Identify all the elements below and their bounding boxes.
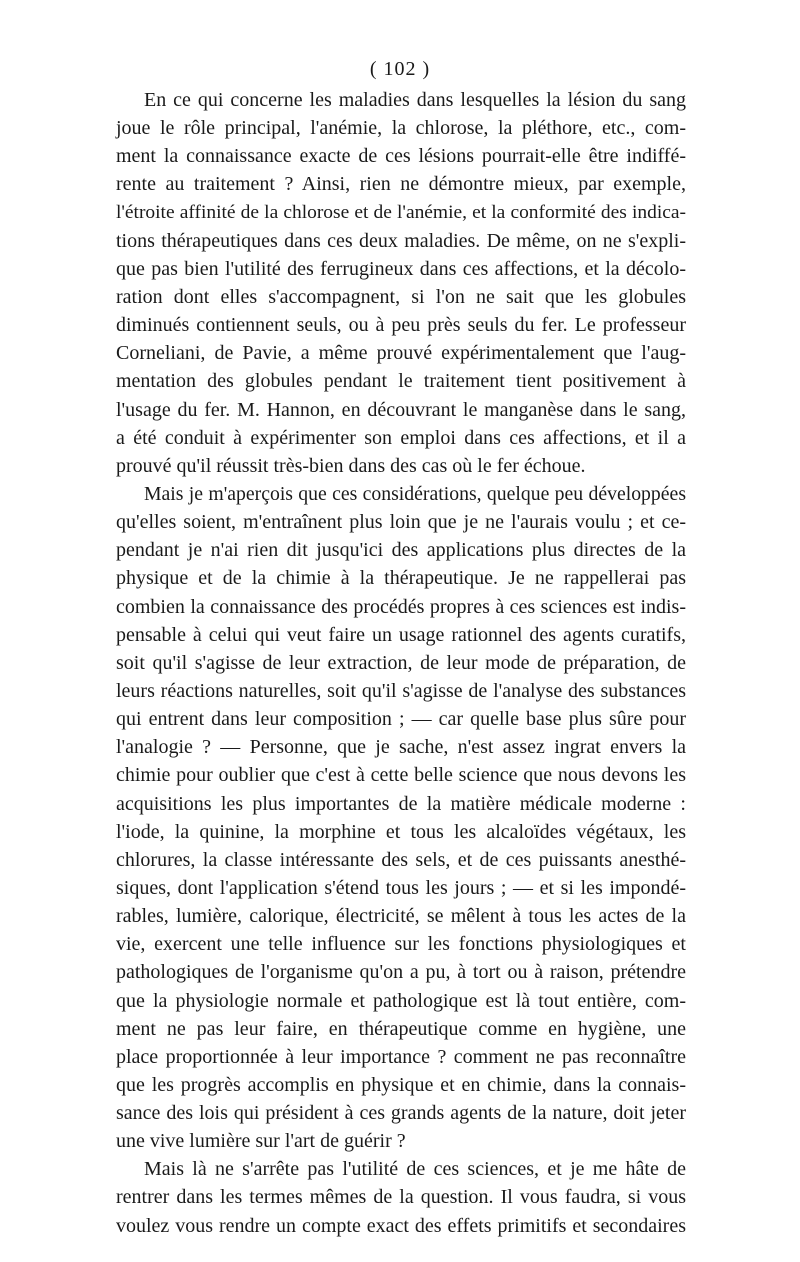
- text-line: ration dont elles s'accompagnent, si l'on ne sait que les globules: [116, 285, 686, 308]
- text-line: voulez vous rendre un compte exact des effets primitifs et secondaires: [116, 1214, 686, 1237]
- text-line: soit qu'il s'agisse de leur extraction, de leur mode de préparation, de: [116, 651, 686, 674]
- text-line: combien la connaissance des procédés propres à ces sciences est indis-: [116, 595, 686, 618]
- text-line: joue le rôle principal, l'anémie, la chlorose, la pléthore, etc., com-: [116, 117, 686, 140]
- page-number: ( 102 ): [369, 58, 431, 80]
- text-line: acquisitions les plus importantes de la matière médicale moderne :: [116, 792, 686, 815]
- text-line: qu'elles soient, m'entraînent plus loin que je ne l'aurais voulu ; et ce-: [116, 511, 686, 534]
- text-line: rables, lumière, calorique, électricité, se mêlent à tous les actes de la: [116, 905, 686, 928]
- text-line: que les progrès accomplis en physique et en chimie, dans la connais-: [116, 1073, 686, 1096]
- text-line: ment la connaissance exacte de ces lésions pourrait-elle être indiffé-: [116, 145, 686, 168]
- text-line: mentation des globules pendant le traitement tient positivement à: [116, 370, 686, 393]
- text-line: Mais là ne s'arrête pas l'utilité de ces sciences, et je me hâte de: [144, 1158, 686, 1181]
- text-line: que la physiologie normale et pathologique est là tout entière, com-: [116, 989, 686, 1012]
- paragraph-3: [116, 1155, 686, 1239]
- paragraph-2: [116, 480, 686, 1155]
- text-line: tions thérapeutiques dans ces deux maladies. De même, on ne s'expli-: [116, 229, 686, 252]
- text-line: qui entrent dans leur composition ; — car quelle base plus sûre pour: [116, 708, 686, 731]
- text-line: l'iode, la quinine, la morphine et tous les alcaloïdes végétaux, les: [116, 820, 686, 843]
- text-line: l'usage du fer. M. Hannon, en découvrant le manganèse dans le sang,: [116, 398, 686, 421]
- text-line: Corneliani, de Pavie, a même prouvé expérimentalement que l'aug-: [116, 342, 686, 365]
- text-line: chlorures, la classe intéressante des sels, et de ces puissants anesthé-: [116, 848, 686, 871]
- text-line: ment ne pas leur faire, en thérapeutique comme en hygiène, une: [116, 1017, 686, 1040]
- text-line: a été conduit à expérimenter son emploi dans ces affections, et il a: [116, 426, 686, 449]
- text-line: pathologiques de l'organisme qu'on a pu, à tort ou à raison, prétendre: [116, 961, 686, 984]
- text-line: que pas bien l'utilité des ferrugineux dans ces affections, et la décolo-: [116, 257, 686, 280]
- text-line: l'étroite affinité de la chlorose et de l'anémie, et la conformité des indica-: [116, 201, 686, 223]
- body-text: [116, 86, 686, 1240]
- text-line: vie, exercent une telle influence sur les fonctions physiologiques et: [116, 933, 686, 956]
- text-line: place proportionnée à leur importance ? comment ne pas reconnaître: [116, 1045, 686, 1068]
- text-line: Mais je m'aperçois que ces considérations, quelque peu développées: [144, 482, 686, 505]
- text-line: prouvé qu'il réussit très-bien dans des cas où le fer échoue.: [116, 454, 586, 477]
- text-line: rente au traitement ? Ainsi, rien ne démontre mieux, par exemple,: [116, 173, 686, 196]
- paragraph-1: [116, 86, 686, 480]
- text-line: pendant je n'ai rien dit jusqu'ici des applications plus directes de la: [116, 539, 686, 562]
- text-line: physique et de la chimie à la thérapeutique. Je ne rappellerai pas: [116, 567, 686, 590]
- text-line: pensable à celui qui veut faire un usage rationnel des agents curatifs,: [116, 623, 686, 646]
- text-line: rentrer dans les termes mêmes de la question. Il vous faudra, si vous: [116, 1186, 686, 1209]
- text-line: sance des lois qui président à ces grands agents de la nature, doit jeter: [116, 1102, 686, 1125]
- text-line: chimie pour oublier que c'est à cette belle science que nous devons les: [116, 764, 686, 787]
- text-line: une vive lumière sur l'art de guérir ?: [116, 1130, 406, 1153]
- text-line: diminués contiennent seuls, ou à peu près seuls du fer. Le professeur: [116, 314, 686, 337]
- text-line: siques, dont l'application s'étend tous les jours ; — et si les impondé-: [116, 876, 686, 899]
- text-line: En ce qui concerne les maladies dans lesquelles la lésion du sang: [144, 89, 686, 111]
- text-line: leurs réactions naturelles, soit qu'il s'agisse de l'analyse des substances: [116, 679, 686, 702]
- text-line: l'analogie ? — Personne, que je sache, n'est assez ingrat envers la: [116, 736, 686, 759]
